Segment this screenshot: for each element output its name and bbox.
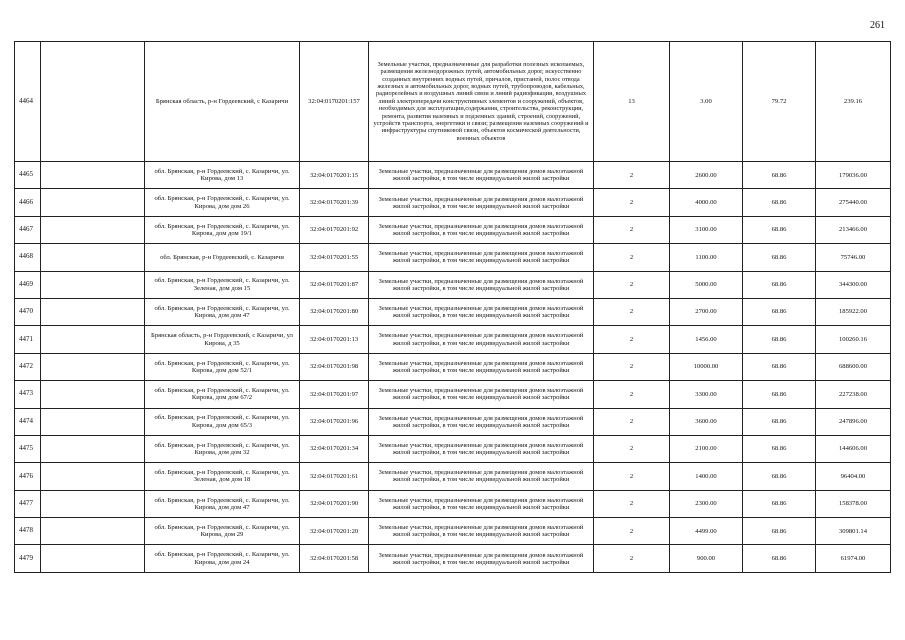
land-use-description-cell: Земельные участки, предназначенные для размещения домов малоэтажной жилой застройки, в том числе индивидуальной жилой застройки <box>369 353 594 380</box>
area-cell: 2600.00 <box>670 162 743 189</box>
land-use-description-cell: Земельные участки, предназначенные для размещения домов малоэтажной жилой застройки, в том числе индивидуальной жилой застройки <box>369 244 594 271</box>
land-use-code-cell: 2 <box>594 408 670 435</box>
address-cell: обл. Брянская, р-н Гордеевский, с. Казаричи, ул. Кирова, дом дом 47 <box>145 298 300 325</box>
cadastral-value-cell: 100260.16 <box>816 326 891 353</box>
address-cell: обл. Брянская, р-н Гордеевский, с. Казаричи, ул. Кирова, дом дом 26 <box>145 189 300 216</box>
address-cell: обл. Брянская, р-н Гордеевский, с. Казаричи, ул. Зеленая, дом дом 15 <box>145 271 300 298</box>
area-cell: 2300.00 <box>670 490 743 517</box>
empty-cell <box>41 42 145 162</box>
table-row <box>15 381 891 408</box>
cadastral-number-cell: 32:04:0170201:20 <box>300 518 369 545</box>
table-row <box>15 518 891 545</box>
empty-cell <box>41 298 145 325</box>
address-cell: обл. Брянская, р-н Гордеевский, с. Казаричи, ул. Кирова, дом дом 32 <box>145 435 300 462</box>
cadastral-number-cell: 32:04:0170201:157 <box>300 42 369 162</box>
area-cell: 3100.00 <box>670 216 743 243</box>
cadastral-number-cell: 32:04:0170201:92 <box>300 216 369 243</box>
land-use-description-cell: Земельные участки, предназначенные для размещения домов малоэтажной жилой застройки, в том числе индивидуальной жилой застройки <box>369 162 594 189</box>
row-number: 4467 <box>15 216 41 243</box>
cadastral-value-cell: 275440.00 <box>816 189 891 216</box>
row-number: 4471 <box>15 326 41 353</box>
area-cell: 3.00 <box>670 42 743 162</box>
table-row <box>15 216 891 243</box>
land-use-description-cell: Земельные участки, предназначенные для размещения домов малоэтажной жилой застройки, в том числе индивидуальной жилой застройки <box>369 518 594 545</box>
specific-value-cell: 68.86 <box>743 326 816 353</box>
cadastral-value-cell: 185922.00 <box>816 298 891 325</box>
specific-value-cell: 68.86 <box>743 216 816 243</box>
table-row <box>15 244 891 271</box>
empty-cell <box>41 408 145 435</box>
specific-value-cell: 68.86 <box>743 381 816 408</box>
address-cell: Брянская область, р-н Гордеевский, с Казаричи, ул Кирова, д 35 <box>145 326 300 353</box>
specific-value-cell: 68.86 <box>743 518 816 545</box>
cadastral-value-cell: 344300.00 <box>816 271 891 298</box>
cadastral-value-cell: 61974.00 <box>816 545 891 572</box>
cadastral-number-cell: 32:04:0170201:97 <box>300 381 369 408</box>
cadastral-value-cell: 213466.00 <box>816 216 891 243</box>
land-use-code-cell: 13 <box>594 42 670 162</box>
cadastral-value-cell: 227238.00 <box>816 381 891 408</box>
table-row <box>15 42 891 162</box>
area-cell: 4000.00 <box>670 189 743 216</box>
table-row <box>15 326 891 353</box>
land-use-description-cell: Земельные участки, предназначенные для размещения домов малоэтажной жилой застройки, в том числе индивидуальной жилой застройки <box>369 490 594 517</box>
land-use-code-cell: 2 <box>594 244 670 271</box>
row-number: 4479 <box>15 545 41 572</box>
specific-value-cell: 68.86 <box>743 353 816 380</box>
cadastral-value-table <box>14 41 891 573</box>
table-row <box>15 353 891 380</box>
row-number: 4468 <box>15 244 41 271</box>
specific-value-cell: 68.86 <box>743 408 816 435</box>
empty-cell <box>41 518 145 545</box>
address-cell: обл. Брянская, р-н Гордеевский, с. Казаричи, ул. Кирова, дом дом 67/2 <box>145 381 300 408</box>
cadastral-number-cell: 32:04:0170201:15 <box>300 162 369 189</box>
land-use-description-cell: Земельные участки, предназначенные для разработки полезных ископаемых, размещения железнодорожных путей, автомобильных дорог, искусственно созданных внутренних водных путей, причалов, пристаней, полос отвода железных и автомобильных дорог, водных путей, трубопроводов, кабельных, радиорелейных и воздушных линий связи и линий радиофикации, воздушных линий электропередачи конструктивных элементов и сооружений, объектов, необходимых для эксплуатации,содержания, строительства, реконструкции, ремонта, развития наземных и подземных зданий, строений, сооружений, устройств транспорта, энергетики и связи; размещения наземных сооружений и инфраструктуры спутниковой связи, объектов космической деятельности, военных объектов <box>369 42 594 162</box>
cadastral-value-cell: 158378.00 <box>816 490 891 517</box>
land-use-code-cell: 2 <box>594 518 670 545</box>
row-number: 4477 <box>15 490 41 517</box>
table-row <box>15 271 891 298</box>
specific-value-cell: 79.72 <box>743 42 816 162</box>
cadastral-value-cell: 309801.14 <box>816 518 891 545</box>
land-use-description-cell: Земельные участки, предназначенные для размещения домов малоэтажной жилой застройки, в том числе индивидуальной жилой застройки <box>369 408 594 435</box>
cadastral-value-cell: 688600.00 <box>816 353 891 380</box>
cadastral-value-cell: 96404.00 <box>816 463 891 490</box>
table-row <box>15 162 891 189</box>
cadastral-value-cell: 75746.00 <box>816 244 891 271</box>
empty-cell <box>41 353 145 380</box>
cadastral-value-cell: 239.16 <box>816 42 891 162</box>
table-row <box>15 463 891 490</box>
table-row <box>15 189 891 216</box>
area-cell: 2700.00 <box>670 298 743 325</box>
land-use-description-cell: Земельные участки, предназначенные для размещения домов малоэтажной жилой застройки, в том числе индивидуальной жилой застройки <box>369 463 594 490</box>
table-row <box>15 545 891 572</box>
empty-cell <box>41 545 145 572</box>
address-cell: обл. Брянская, р-н Гордеевский, с. Казаричи, ул. Кирова, дом 29 <box>145 518 300 545</box>
specific-value-cell: 68.86 <box>743 244 816 271</box>
area-cell: 1400.00 <box>670 463 743 490</box>
area-cell: 2100.00 <box>670 435 743 462</box>
specific-value-cell: 68.86 <box>743 271 816 298</box>
specific-value-cell: 68.86 <box>743 463 816 490</box>
row-number: 4475 <box>15 435 41 462</box>
land-use-code-cell: 2 <box>594 326 670 353</box>
row-number: 4478 <box>15 518 41 545</box>
row-number: 4465 <box>15 162 41 189</box>
area-cell: 1456.00 <box>670 326 743 353</box>
cadastral-value-cell: 247896.00 <box>816 408 891 435</box>
land-use-code-cell: 2 <box>594 381 670 408</box>
land-use-description-cell: Земельные участки, предназначенные для размещения домов малоэтажной жилой застройки, в том числе индивидуальной жилой застройки <box>369 298 594 325</box>
row-number: 4466 <box>15 189 41 216</box>
table-row <box>15 435 891 462</box>
address-cell: обл. Брянская, р-н Гордеевский, с. Казаричи, ул. Кирова, дом дом 47 <box>145 490 300 517</box>
cadastral-number-cell: 32:04:0170201:34 <box>300 435 369 462</box>
area-cell: 3600.00 <box>670 408 743 435</box>
land-use-description-cell: Земельные участки, предназначенные для размещения домов малоэтажной жилой застройки, в том числе индивидуальной жилой застройки <box>369 326 594 353</box>
cadastral-number-cell: 32:04:0170201:55 <box>300 244 369 271</box>
cadastral-number-cell: 32:04:0170201:80 <box>300 298 369 325</box>
cadastral-number-cell: 32:04:0170201:87 <box>300 271 369 298</box>
specific-value-cell: 68.86 <box>743 545 816 572</box>
address-cell: обл. Брянская, р-н Гордеевский, с. Казаричи, ул. Кирова, дом 13 <box>145 162 300 189</box>
empty-cell <box>41 216 145 243</box>
land-use-description-cell: Земельные участки, предназначенные для размещения домов малоэтажной жилой застройки, в том числе индивидуальной жилой застройки <box>369 216 594 243</box>
area-cell: 3300.00 <box>670 381 743 408</box>
land-use-code-cell: 2 <box>594 216 670 243</box>
specific-value-cell: 68.86 <box>743 189 816 216</box>
empty-cell <box>41 189 145 216</box>
cadastral-value-cell: 144606.00 <box>816 435 891 462</box>
land-use-code-cell: 2 <box>594 189 670 216</box>
cadastral-number-cell: 32:04:0170201:13 <box>300 326 369 353</box>
area-cell: 900.00 <box>670 545 743 572</box>
specific-value-cell: 68.86 <box>743 162 816 189</box>
land-use-description-cell: Земельные участки, предназначенные для размещения домов малоэтажной жилой застройки, в том числе индивидуальной жилой застройки <box>369 435 594 462</box>
land-use-code-cell: 2 <box>594 298 670 325</box>
empty-cell <box>41 463 145 490</box>
land-use-code-cell: 2 <box>594 353 670 380</box>
page-number: 261 <box>870 20 885 31</box>
land-use-code-cell: 2 <box>594 463 670 490</box>
land-use-code-cell: 2 <box>594 271 670 298</box>
empty-cell <box>41 435 145 462</box>
cadastral-number-cell: 32:04:0170201:98 <box>300 353 369 380</box>
cadastral-number-cell: 32:04:0170201:96 <box>300 408 369 435</box>
cadastral-number-cell: 32:04:0170201:58 <box>300 545 369 572</box>
land-use-description-cell: Земельные участки, предназначенные для размещения домов малоэтажной жилой застройки, в том числе индивидуальной жилой застройки <box>369 271 594 298</box>
land-use-code-cell: 2 <box>594 162 670 189</box>
empty-cell <box>41 162 145 189</box>
address-cell: обл. Брянская, р-н Гордеевский, с. Казаричи <box>145 244 300 271</box>
row-number: 4472 <box>15 353 41 380</box>
specific-value-cell: 68.86 <box>743 490 816 517</box>
row-number: 4473 <box>15 381 41 408</box>
row-number: 4476 <box>15 463 41 490</box>
address-cell: Брянская область, р-н Гордеевский, с Казаричи <box>145 42 300 162</box>
address-cell: обл. Брянская, р-н Гордеевский, с. Казаричи, ул. Кирова, дом дом 24 <box>145 545 300 572</box>
land-use-description-cell: Земельные участки, предназначенные для размещения домов малоэтажной жилой застройки, в том числе индивидуальной жилой застройки <box>369 545 594 572</box>
area-cell: 4499.00 <box>670 518 743 545</box>
empty-cell <box>41 490 145 517</box>
empty-cell <box>41 271 145 298</box>
row-number: 4474 <box>15 408 41 435</box>
land-use-description-cell: Земельные участки, предназначенные для размещения домов малоэтажной жилой застройки, в том числе индивидуальной жилой застройки <box>369 381 594 408</box>
row-number: 4464 <box>15 42 41 162</box>
land-use-code-cell: 2 <box>594 435 670 462</box>
address-cell: обл. Брянская, р-н Гордеевский, с. Казаричи, ул. Кирова, дом дом 52/1 <box>145 353 300 380</box>
address-cell: обл. Брянская, р-н Гордеевский, с. Казаричи, ул. Зеленая, дом дом 18 <box>145 463 300 490</box>
row-number: 4469 <box>15 271 41 298</box>
cadastral-number-cell: 32:04:0170201:39 <box>300 189 369 216</box>
specific-value-cell: 68.86 <box>743 435 816 462</box>
address-cell: обл. Брянская, р-н Гордеевский, с. Казаричи, ул. Кирова, дом дом 19/1 <box>145 216 300 243</box>
land-use-code-cell: 2 <box>594 545 670 572</box>
land-use-description-cell: Земельные участки, предназначенные для размещения домов малоэтажной жилой застройки, в том числе индивидуальной жилой застройки <box>369 189 594 216</box>
address-cell: обл. Брянская, р-н Гордеевский, с. Казаричи, ул. Кирова, дом дом 65/3 <box>145 408 300 435</box>
cadastral-number-cell: 32:04:0170201:90 <box>300 490 369 517</box>
table-row <box>15 490 891 517</box>
table-row <box>15 298 891 325</box>
table-body <box>15 42 891 573</box>
cadastral-value-cell: 179036.00 <box>816 162 891 189</box>
area-cell: 5000.00 <box>670 271 743 298</box>
land-use-code-cell: 2 <box>594 490 670 517</box>
area-cell: 10000.00 <box>670 353 743 380</box>
table-row <box>15 408 891 435</box>
row-number: 4470 <box>15 298 41 325</box>
empty-cell <box>41 244 145 271</box>
empty-cell <box>41 326 145 353</box>
empty-cell <box>41 381 145 408</box>
specific-value-cell: 68.86 <box>743 298 816 325</box>
area-cell: 1100.00 <box>670 244 743 271</box>
cadastral-number-cell: 32:04:0170201:61 <box>300 463 369 490</box>
